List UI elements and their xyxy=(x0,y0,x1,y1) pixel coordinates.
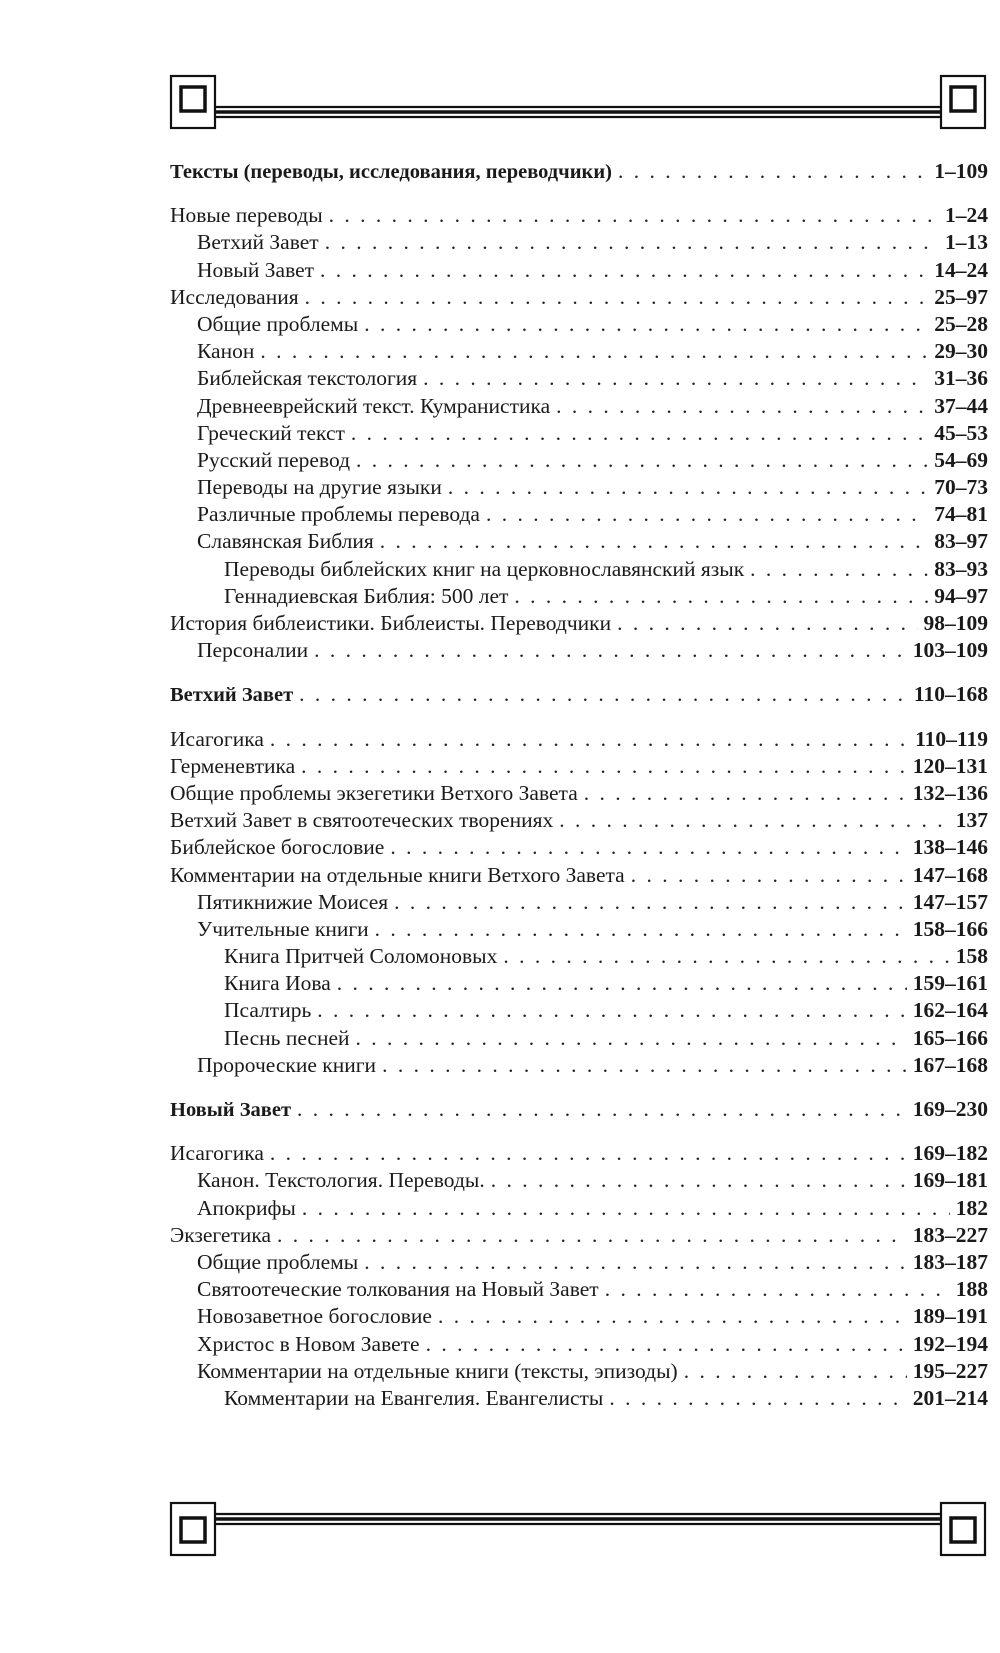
toc-entry-pages: 162–164 xyxy=(912,998,988,1023)
toc-entry xyxy=(170,916,988,943)
toc-entry-pages: 169–182 xyxy=(912,1141,988,1166)
dot-leader xyxy=(394,889,907,916)
dot-leader xyxy=(320,257,928,284)
toc-entry-pages: 94–97 xyxy=(934,583,988,608)
dot-leader xyxy=(584,780,907,807)
toc-entry xyxy=(170,338,988,365)
toc-entry-pages: 83–97 xyxy=(934,529,988,554)
dot-leader xyxy=(426,1331,907,1358)
toc-entry-title: Новозаветное богословие xyxy=(197,1304,432,1329)
toc-entry-pages: 138–146 xyxy=(912,835,988,860)
toc-entry xyxy=(170,726,988,753)
dot-leader xyxy=(351,420,928,447)
toc-entry-title: Общие проблемы xyxy=(197,311,359,336)
dot-leader xyxy=(684,1358,907,1385)
dot-leader xyxy=(314,637,907,664)
toc-entry-title: Книга Иова xyxy=(224,971,331,996)
toc-entry-title: Комментарии на Евангелия. Евангелисты xyxy=(224,1385,604,1410)
dot-leader xyxy=(305,284,929,311)
toc-entry-title: Герменевтика xyxy=(170,753,296,778)
dot-leader xyxy=(618,158,928,185)
toc-entry-title: Ветхий Завет в святоотеческих творениях xyxy=(170,808,554,833)
toc-entry xyxy=(170,1303,988,1330)
dot-leader xyxy=(364,1249,907,1276)
toc-entry-pages: 1–24 xyxy=(945,203,988,228)
toc-entry-pages: 137 xyxy=(955,808,988,833)
toc-entry-title: Общие проблемы экзегетики Ветхого Завета xyxy=(170,780,578,805)
toc-entry-title: Канон xyxy=(197,339,255,364)
toc-entry-pages: 45–53 xyxy=(934,420,988,445)
toc-entry-pages: 14–24 xyxy=(934,257,988,282)
greek-key-border-bottom xyxy=(168,1500,988,1558)
toc-entry-pages: 158 xyxy=(955,944,988,969)
toc-entry xyxy=(170,284,988,311)
toc-entry-title: Переводы на другие языки xyxy=(197,475,442,500)
toc-entry xyxy=(170,1222,988,1249)
toc-entry xyxy=(170,1385,988,1412)
toc-entry-title: Исагогика xyxy=(170,1141,264,1166)
toc-entry-title: Комментарии на отдельные книги (тексты, эпизоды) xyxy=(197,1358,678,1383)
toc-entry-pages: 1–109 xyxy=(934,159,988,183)
toc-entry-pages: 188 xyxy=(955,1277,988,1302)
toc-entry xyxy=(170,610,988,637)
dot-leader xyxy=(617,610,917,637)
dot-leader xyxy=(302,1195,950,1222)
dot-leader xyxy=(605,1276,950,1303)
toc-entry-title: Новый Завет xyxy=(197,257,315,282)
toc-entry-pages: 110–168 xyxy=(913,682,988,707)
toc-entry-pages: 120–131 xyxy=(912,753,988,778)
toc-entry-title: Славянская Библия xyxy=(197,529,374,554)
toc-entry xyxy=(170,229,988,256)
dot-leader xyxy=(329,202,939,229)
toc-entry xyxy=(170,1358,988,1385)
bottom-ornamental-frame xyxy=(168,1500,988,1558)
toc-entry-title: Новый Завет xyxy=(170,1099,292,1121)
toc-entry-title: Тексты (переводы, исследования, переводчики) xyxy=(170,161,612,183)
dot-leader xyxy=(631,862,907,889)
toc-entry-title: Канон. Текстология. Переводы. xyxy=(197,1168,485,1193)
toc-entry-title: Песнь песней xyxy=(224,1025,350,1050)
dot-leader xyxy=(364,311,928,338)
toc-entry-pages: 158–166 xyxy=(912,916,988,941)
toc-section-heading xyxy=(170,681,988,708)
dot-leader xyxy=(380,528,929,555)
toc-entry-title: Христос в Новом Завете xyxy=(197,1331,420,1356)
dot-leader xyxy=(503,943,949,970)
toc-entry-pages: 132–136 xyxy=(912,780,988,805)
toc-entry-title: История библеистики. Библеисты. Переводчики xyxy=(170,611,612,635)
toc-entry-title: Псалтирь xyxy=(224,998,312,1023)
toc-entry-pages: 147–168 xyxy=(912,862,988,887)
toc-entry xyxy=(170,393,988,420)
toc-entry xyxy=(170,970,988,997)
dot-leader xyxy=(299,681,908,708)
toc-entry xyxy=(170,780,988,807)
toc-entry xyxy=(170,862,988,889)
dot-leader xyxy=(260,338,928,365)
toc-entry-pages: 98–109 xyxy=(923,611,988,635)
toc-entry-pages: 183–187 xyxy=(912,1249,988,1274)
dot-leader xyxy=(270,726,909,753)
toc-entry-title: Пятикнижие Моисея xyxy=(197,889,389,914)
toc-entry xyxy=(170,1331,988,1358)
dot-leader xyxy=(750,556,928,583)
section-spacer xyxy=(170,709,988,726)
section-spacer xyxy=(170,1079,988,1096)
dot-leader xyxy=(423,365,928,392)
toc-entry-title: Комментарии на отдельные книги Ветхого Завета xyxy=(170,862,625,887)
toc-entry xyxy=(170,583,988,610)
dot-leader xyxy=(375,916,907,943)
dot-leader xyxy=(317,997,907,1024)
toc-entry-title: Учительные книги xyxy=(197,916,369,941)
toc-entry xyxy=(170,365,988,392)
toc-entry-pages: 83–93 xyxy=(934,556,988,581)
toc-entry xyxy=(170,807,988,834)
toc-entry xyxy=(170,1249,988,1276)
dot-leader xyxy=(356,1025,907,1052)
toc-entry-title: Книга Притчей Соломоновых xyxy=(224,944,498,969)
toc-entry-pages: 103–109 xyxy=(912,638,988,663)
dot-leader xyxy=(559,807,950,834)
toc-entry-title: Святоотеческие толкования на Новый Завет xyxy=(197,1277,599,1302)
toc-entry xyxy=(170,1052,988,1079)
toc-entry-pages: 25–97 xyxy=(934,284,988,309)
toc-entry xyxy=(170,997,988,1024)
dot-leader xyxy=(325,229,939,256)
dot-leader xyxy=(356,447,928,474)
toc-entry-title: Геннадиевская Библия: 500 лет xyxy=(224,583,509,608)
toc-entry-pages: 189–191 xyxy=(912,1304,988,1329)
toc-entry-title: Переводы библейских книг на церковнославянский язык xyxy=(224,556,745,581)
dot-leader xyxy=(491,1167,907,1194)
toc-entry-pages: 74–81 xyxy=(934,502,988,527)
toc-entry xyxy=(170,420,988,447)
section-spacer xyxy=(170,185,988,202)
dot-leader xyxy=(556,393,928,420)
section-spacer xyxy=(170,664,988,681)
toc-entry-pages: 167–168 xyxy=(912,1052,988,1077)
dot-leader xyxy=(297,1096,907,1123)
toc-entry-pages: 25–28 xyxy=(934,311,988,336)
toc-entry xyxy=(170,889,988,916)
toc-entry-title: Ветхий Завет xyxy=(170,684,294,707)
toc-entry-title: Русский перевод xyxy=(197,447,351,472)
toc-entry-pages: 169–230 xyxy=(912,1097,988,1121)
section-spacer xyxy=(170,1123,988,1140)
toc-entry-pages: 195–227 xyxy=(912,1358,988,1383)
toc-entry xyxy=(170,528,988,555)
toc-entry xyxy=(170,1140,988,1167)
greek-key-border-top xyxy=(168,73,988,131)
toc-entry-title: Древнееврейский текст. Кумранистика xyxy=(197,393,551,418)
toc-entry xyxy=(170,753,988,780)
toc-entry xyxy=(170,311,988,338)
toc-entry xyxy=(170,257,988,284)
toc-entry xyxy=(170,834,988,861)
dot-leader xyxy=(514,583,928,610)
toc-entry-title: Апокрифы xyxy=(197,1195,296,1220)
dot-leader xyxy=(277,1222,907,1249)
toc-entry xyxy=(170,474,988,501)
toc-entry-title: Библейское богословие xyxy=(170,835,385,860)
toc-entry-title: Пророческие книги xyxy=(197,1052,377,1077)
toc-entry xyxy=(170,1195,988,1222)
toc-entry xyxy=(170,1276,988,1303)
toc-entry-title: Исследования xyxy=(170,284,299,309)
top-ornamental-frame xyxy=(168,73,988,131)
toc-entry-pages: 159–161 xyxy=(912,971,988,996)
toc-entry-pages: 29–30 xyxy=(934,339,988,364)
toc-entry xyxy=(170,202,988,229)
toc-entry-pages: 70–73 xyxy=(934,475,988,500)
toc-entry-title: Ветхий Завет xyxy=(197,230,319,255)
toc-entry-pages: 147–157 xyxy=(912,889,988,914)
toc-entry xyxy=(170,943,988,970)
toc-entry-pages: 183–227 xyxy=(912,1222,988,1247)
dot-leader xyxy=(337,970,907,997)
dot-leader xyxy=(609,1385,906,1412)
toc-entry-pages: 37–44 xyxy=(934,393,988,418)
toc-entry xyxy=(170,501,988,528)
table-of-contents xyxy=(170,158,988,1412)
dot-leader xyxy=(382,1052,907,1079)
toc-entry-pages: 110–119 xyxy=(915,726,988,751)
dot-leader xyxy=(270,1140,907,1167)
toc-entry xyxy=(170,1025,988,1052)
dot-leader xyxy=(390,834,906,861)
toc-entry-title: Новые переводы xyxy=(170,203,323,228)
dot-leader xyxy=(486,501,928,528)
dot-leader xyxy=(438,1303,907,1330)
toc-entry xyxy=(170,556,988,583)
toc-entry-pages: 54–69 xyxy=(934,447,988,472)
toc-entry-title: Экзегетика xyxy=(170,1222,272,1247)
toc-entry-pages: 182 xyxy=(955,1195,988,1220)
toc-entry-title: Библейская текстология xyxy=(197,366,418,391)
dot-leader xyxy=(301,753,907,780)
toc-section-heading xyxy=(170,158,988,185)
toc-entry xyxy=(170,637,988,664)
toc-entry-pages: 1–13 xyxy=(945,230,988,255)
toc-entry-pages: 169–181 xyxy=(912,1168,988,1193)
toc-entry xyxy=(170,447,988,474)
dot-leader xyxy=(448,474,928,501)
toc-entry-title: Персоналии xyxy=(197,638,309,663)
toc-entry-title: Различные проблемы перевода xyxy=(197,502,480,527)
toc-section-heading xyxy=(170,1096,988,1123)
toc-entry-title: Общие проблемы xyxy=(197,1249,359,1274)
toc-entry xyxy=(170,1167,988,1194)
toc-entry-title: Исагогика xyxy=(170,726,264,751)
toc-entry-pages: 201–214 xyxy=(912,1385,988,1410)
toc-entry-title: Греческий текст xyxy=(197,420,345,445)
toc-entry-pages: 165–166 xyxy=(912,1025,988,1050)
toc-entry-pages: 31–36 xyxy=(934,366,988,391)
toc-entry-pages: 192–194 xyxy=(912,1331,988,1356)
